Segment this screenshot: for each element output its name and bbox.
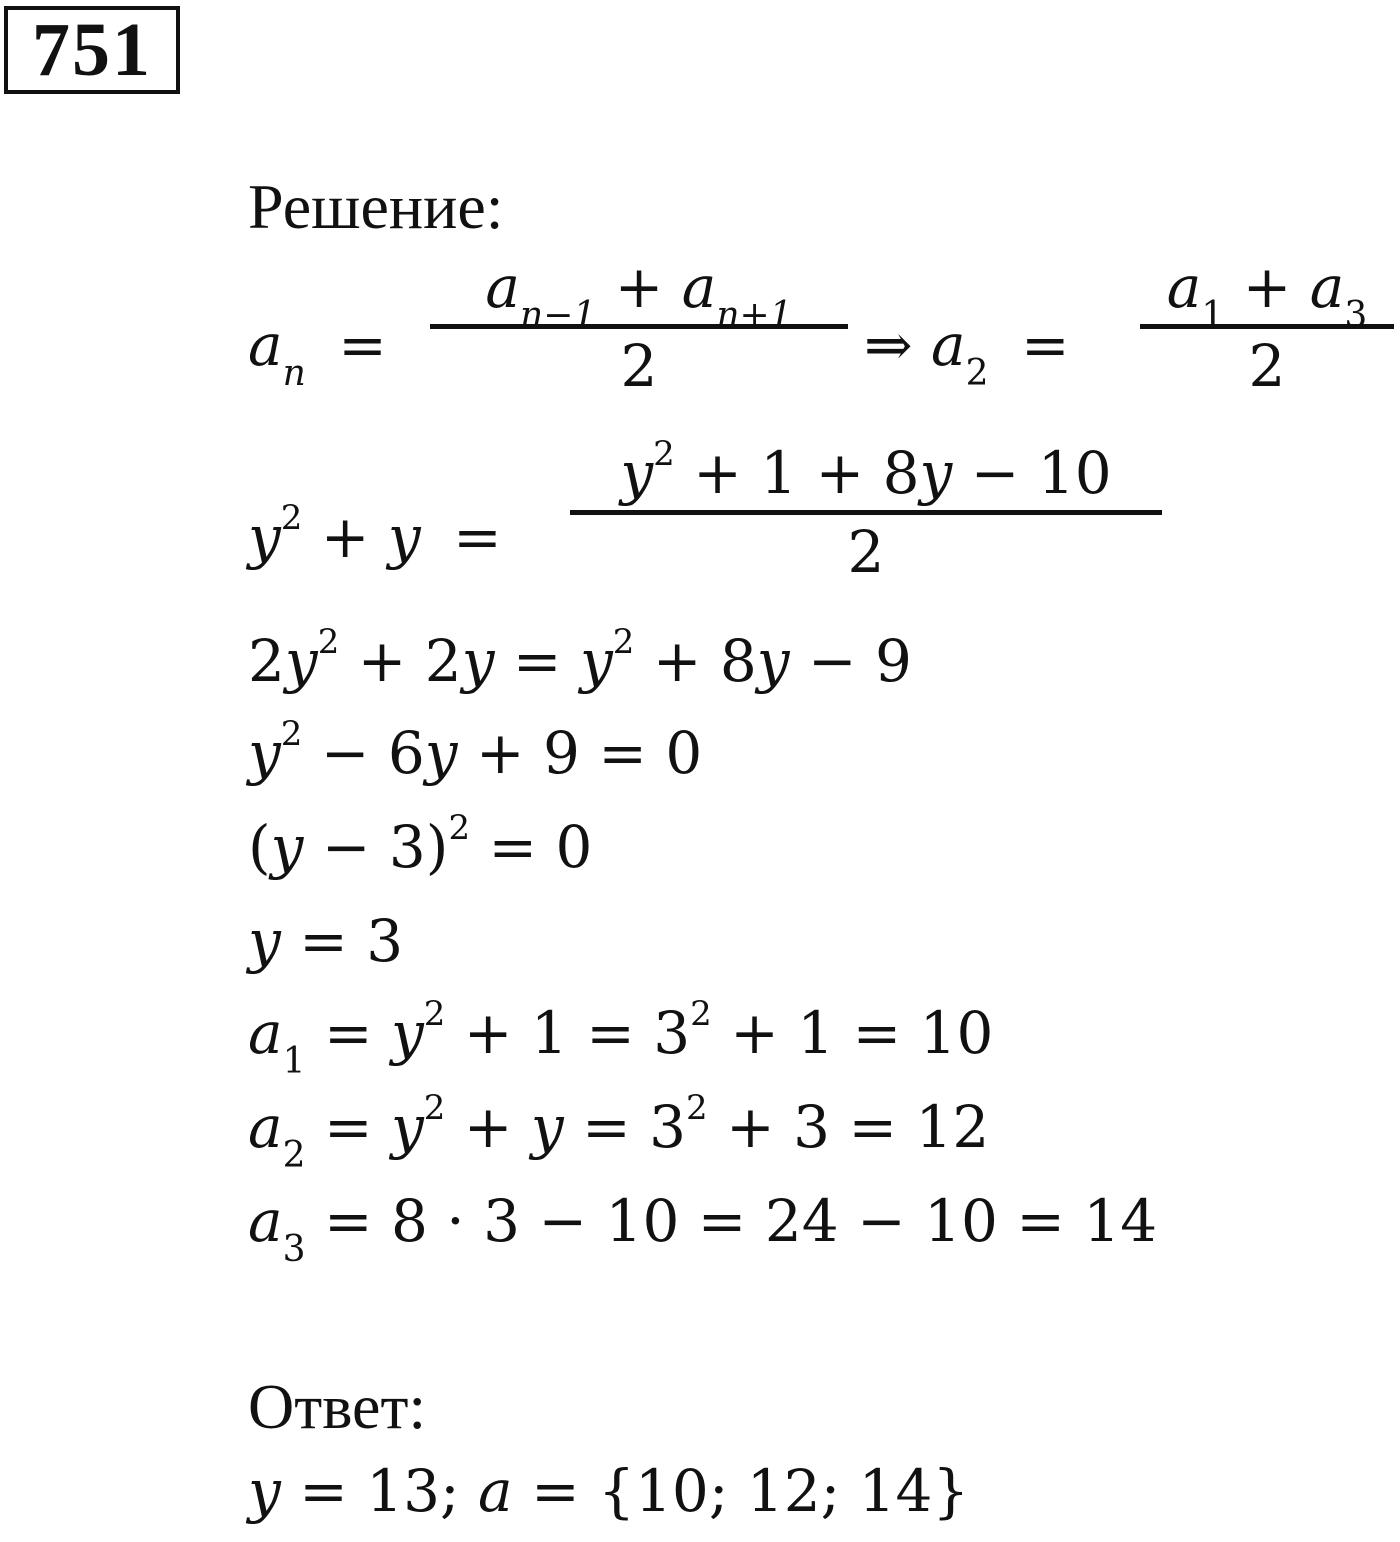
term: = 3: [299, 907, 404, 975]
formula-line-9: [248, 1187, 1158, 1270]
formula-line-3: [248, 622, 912, 695]
subscript: 3: [1344, 295, 1368, 336]
term: = 13;: [299, 1457, 460, 1525]
term: + 1 = 3: [463, 999, 691, 1067]
fraction-mean-neighbors: [430, 253, 848, 400]
var-y: y: [919, 439, 953, 507]
superscript: 2: [423, 1088, 446, 1128]
fraction-a1-a3: [1140, 253, 1394, 400]
equals-sign: =: [323, 1093, 373, 1161]
var-y: y: [248, 907, 281, 975]
formula-line-1-mid: [864, 311, 1070, 394]
fraction-denominator: 2: [620, 332, 658, 400]
var-y: y: [756, 627, 790, 695]
superscript: 2: [448, 808, 471, 848]
formula-line-6: [248, 907, 404, 975]
superscript: 2: [612, 622, 635, 662]
numerator-text: + 1 + 8: [693, 439, 920, 507]
var-a: a: [485, 253, 520, 321]
equals-sign: =: [338, 311, 387, 379]
subscript: 3: [282, 1229, 306, 1270]
superscript: 2: [686, 1088, 708, 1128]
var-y: y: [284, 627, 318, 695]
subscript: 1: [282, 1041, 306, 1082]
var-y: y: [248, 719, 281, 787]
formula-line-8: [248, 1088, 990, 1176]
var-y: y: [387, 503, 421, 571]
var-y: y: [461, 627, 495, 695]
fraction-numerator: [570, 434, 1162, 510]
problem-number: 751: [4, 6, 180, 94]
formula-line-1-lhs: [248, 311, 387, 394]
term: = 3: [582, 1093, 687, 1161]
var-y: y: [530, 1093, 564, 1161]
fraction-numerator: [430, 253, 848, 336]
fraction-line-2: [570, 434, 1162, 586]
term: − 9: [807, 627, 912, 695]
term: + 2: [357, 627, 462, 695]
term: − 3): [321, 813, 449, 881]
var-y: y: [620, 439, 654, 507]
term: − 6: [320, 719, 425, 787]
var-a: a: [248, 999, 283, 1067]
superscript: 2: [280, 498, 303, 538]
term: + 8: [652, 627, 757, 695]
subscript: 1: [1201, 295, 1225, 336]
superscript: 2: [280, 714, 303, 754]
term: + 9 = 0: [476, 719, 703, 787]
formula-line-5: [248, 808, 593, 881]
superscript: 2: [317, 622, 340, 662]
plus-sign: +: [463, 1093, 513, 1161]
formula-line-4: [248, 714, 703, 787]
plus-sign: +: [614, 253, 664, 321]
coefficient: 2: [248, 627, 285, 695]
term: + 3 = 12: [726, 1093, 990, 1161]
implies-arrow: ⇒: [864, 311, 913, 379]
subscript: n: [282, 353, 306, 394]
formula-line-2-lhs: [248, 498, 502, 571]
var-a: a: [248, 1187, 283, 1255]
superscript: 2: [690, 994, 712, 1034]
var-y: y: [390, 999, 424, 1067]
answer-line: [248, 1457, 970, 1525]
paren-open: (: [248, 813, 271, 881]
equals-sign: =: [323, 999, 373, 1067]
var-y: y: [248, 503, 281, 571]
var-a: a: [681, 253, 717, 321]
term: = {10; 12; 14}: [531, 1457, 970, 1525]
var-a: a: [931, 311, 966, 379]
equals-sign: =: [453, 503, 502, 571]
equals-sign: =: [512, 627, 562, 695]
plus-sign: +: [1242, 253, 1292, 321]
fraction-denominator: 2: [1248, 332, 1286, 400]
var-a: a: [248, 311, 283, 379]
term: = 8 · 3 − 10 = 24 − 10 = 14: [323, 1187, 1158, 1255]
var-a: a: [478, 1457, 513, 1525]
superscript: 2: [423, 994, 446, 1034]
superscript: 2: [653, 434, 675, 474]
equals-sign: =: [1020, 311, 1070, 379]
var-a: a: [1166, 253, 1202, 321]
answer-heading: Ответ:: [248, 1371, 427, 1442]
term: = 0: [488, 813, 593, 881]
fraction-numerator: [1140, 253, 1394, 336]
var-y: y: [579, 627, 613, 695]
var-y: y: [248, 1457, 281, 1525]
formula-line-7: [248, 994, 994, 1082]
subscript: n+1: [716, 295, 793, 336]
numerator-text: − 10: [970, 439, 1112, 507]
var-a: a: [1309, 253, 1345, 321]
var-y: y: [270, 813, 304, 881]
solution-heading: Решение:: [248, 171, 504, 242]
var-a: a: [248, 1093, 283, 1161]
subscript: n−1: [519, 295, 597, 336]
fraction-denominator: 2: [847, 518, 885, 586]
term: + 1 = 10: [730, 999, 994, 1067]
var-y: y: [390, 1093, 424, 1161]
var-y: y: [424, 719, 458, 787]
subscript: 2: [965, 353, 989, 394]
subscript: 2: [282, 1135, 306, 1176]
plus-sign: +: [320, 503, 370, 571]
